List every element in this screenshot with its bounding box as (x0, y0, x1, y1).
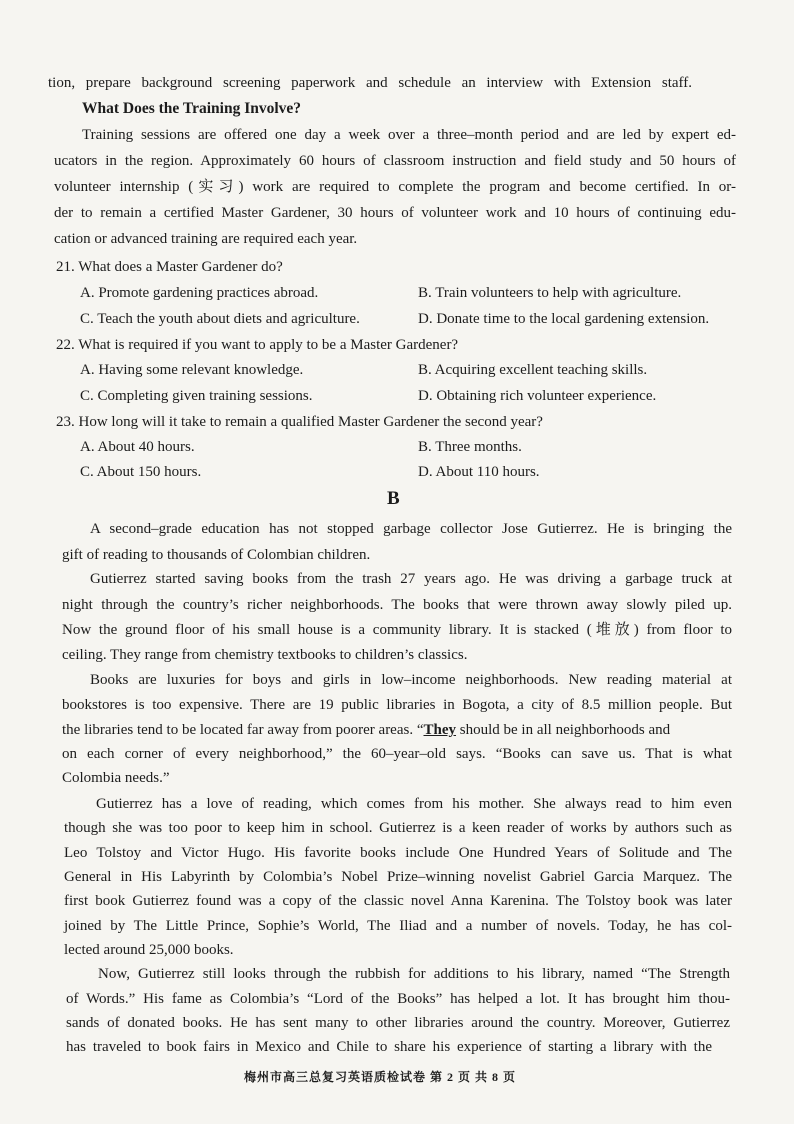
passage-line: bookstores is too expensive. There are 19 public libraries in Bogota, a city of 8.5 million people. But (62, 697, 732, 713)
passage-line: Leo Tolstoy and Victor Hugo. His favorite books include One Hundred Years of Solitude and The (64, 845, 732, 861)
option-a: A. Having some relevant knowledge. (80, 362, 304, 378)
question-stem: 22. What is required if you want to apply to be a Master Gardener? (56, 337, 459, 353)
page-footer: 梅州市高三总复习英语质检试卷 第 2 页 共 8 页 (244, 1070, 517, 1084)
option-b: B. Three months. (418, 439, 522, 455)
passage-line: on each corner of every neighborhood,” the 60–year–old says. “Books can save us. That is what (62, 746, 732, 762)
passage-line (62, 721, 670, 739)
passage-line: Now, Gutierrez still looks through the rubbish for additions to his library, named “The Strength (98, 966, 730, 982)
option-c: C. Teach the youth about diets and agriculture. (80, 311, 360, 327)
option-b: B. Acquiring excellent teaching skills. (418, 362, 648, 378)
training-line: volunteer internship (实习) work are required to complete the program and become certified. In or- (54, 179, 736, 195)
option-c: C. Completing given training sessions. (80, 388, 313, 404)
question-stem: 23. How long will it take to remain a qualified Master Gardener the second year? (56, 414, 543, 430)
passage-line: has traveled to book fairs in Mexico and Chile to share his experience of starting a library with the (66, 1039, 712, 1055)
passage-line: A second–grade education has not stopped garbage collector Jose Gutierrez. He is bringing the (90, 521, 732, 537)
option-a: A. Promote gardening practices abroad. (80, 285, 319, 301)
section-title: B (387, 488, 400, 509)
passage-line: Gutierrez started saving books from the trash 27 years ago. He was driving a garbage truck at (90, 571, 732, 587)
passage-line: Now the ground floor of his small house is a community library. It is stacked (堆放) from floor to (62, 622, 732, 638)
passage-line: lected around 25,000 books. (64, 942, 234, 958)
passage-text: the libraries tend to be located far away from poorer areas. “ (62, 722, 424, 738)
passage-line: Colombia needs.” (62, 770, 170, 786)
option-b: B. Train volunteers to help with agriculture. (418, 285, 682, 301)
passage-line: sands of donated books. He has sent many to other libraries around the country. Moreover, Gutierrez (66, 1015, 730, 1031)
option-d: D. Donate time to the local gardening extension. (418, 311, 710, 327)
training-heading: What Does the Training Involve? (82, 100, 302, 117)
underlined-word: They (423, 722, 457, 738)
continued-text: tion, prepare background screening paperwork and schedule an interview with Extension staff. (48, 75, 692, 91)
passage-line: of Words.” His fame as Colombia’s “Lord of the Books” has helped a lot. It has brought him thou- (66, 991, 730, 1007)
passage-line: ceiling. They range from chemistry textbooks to children’s classics. (62, 647, 468, 663)
passage-line: Books are luxuries for boys and girls in low–income neighborhoods. New reading material at (90, 672, 732, 688)
passage-line: though she was too poor to keep him in school. Gutierrez is a keen reader of works by authors such as (64, 820, 732, 836)
training-line: ucators in the region. Approximately 60 hours of classroom instruction and field study and 50 hours of (54, 153, 736, 169)
passage-line: Gutierrez has a love of reading, which comes from his mother. She always read to him even (96, 796, 732, 812)
passage-line: night through the country’s richer neighborhoods. The books that were thrown away slowly piled up. (62, 597, 732, 613)
passage-line: joined by The Little Prince, Sophie’s World, The Iliad and a number of novels. Today, he has col- (64, 918, 732, 934)
passage-line: General in His Labyrinth by Colombia’s Nobel Prize–winning novelist Gabriel Garcia Marquez. The (64, 869, 732, 885)
option-a: A. About 40 hours. (80, 439, 195, 455)
question-stem: 21. What does a Master Gardener do? (56, 259, 283, 275)
option-c: C. About 150 hours. (80, 464, 202, 480)
training-line: Training sessions are offered one day a week over a three–month period and are led by expert ed- (82, 127, 736, 143)
option-d: D. About 110 hours. (418, 464, 540, 480)
passage-line: gift of reading to thousands of Colombian children. (62, 547, 371, 563)
training-line: der to remain a certified Master Gardener, 30 hours of volunteer work and 10 hours of continuing edu- (54, 205, 736, 221)
option-d: D. Obtaining rich volunteer experience. (418, 388, 657, 404)
training-line: cation or advanced training are required each year. (54, 231, 358, 247)
passage-text: should be in all neighborhoods and (456, 722, 671, 738)
passage-line: first book Gutierrez found was a copy of the classic novel Anna Karenina. The Tolstoy book was later (64, 893, 732, 909)
